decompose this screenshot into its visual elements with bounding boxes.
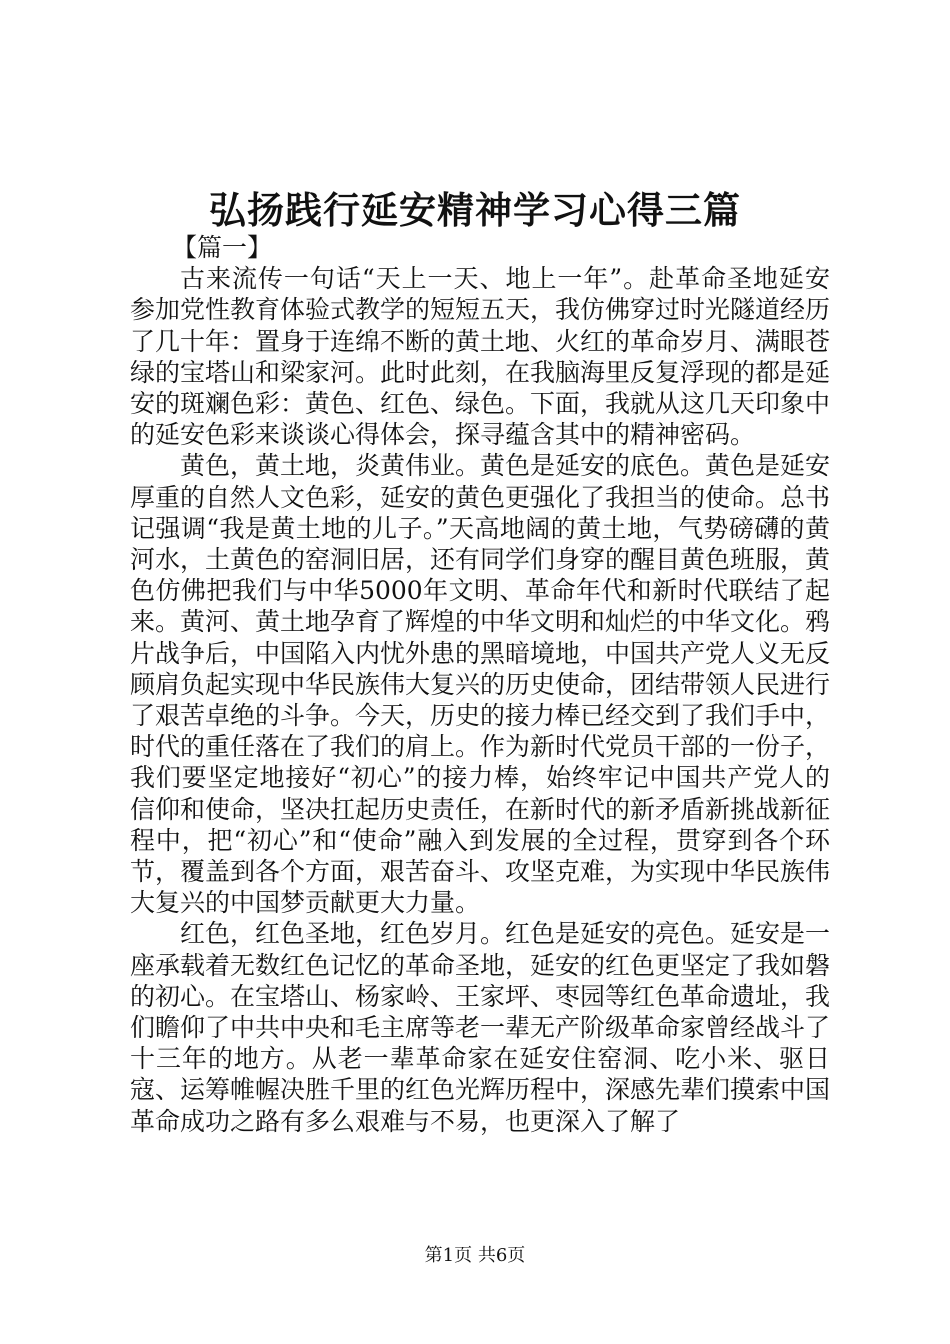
paragraph-3: 红色，红色圣地，红色岁月。红色是延安的亮色。延安是一座承载着无数红色记忆的革命圣地，延安的红色更坚定了我如磐的初心。在宝塔山、杨家岭、王家坪、枣园等红色革命遗址，我们瞻仰了中共中央和毛主席等老一辈无产阶级革命家曾经战斗了十三年的地方。从老一辈革命家在延安住窑洞、吃小米、驱日寇、运筹帷幄决胜千里的红色光辉历程中，深感先辈们摸索中国革命成功之路有多么艰难与不易，也更深入了解了 [130, 919, 831, 1136]
document-body [130, 232, 830, 1137]
paragraph-2: 黄色，黄土地，炎黄伟业。黄色是延安的底色。黄色是延安厚重的自然人文色彩，延安的黄色更强化了我担当的使命。总书记强调“我是黄土地的儿子。”天高地阔的黄土地，气势磅礴的黄河水，土黄色的窑洞旧居，还有同学们身穿的醒目黄色班服，黄色仿佛把我们与中华5000年文明、革命年代和新时代联结了起来。黄河、黄土地孕育了辉煌的中华文明和灿烂的中华文化。鸦片战争后，中国陷入内忧外患的黑暗境地，中国共产党人义无反顾肩负起实现中华民族伟大复兴的历史使命，团结带领人民进行了艰苦卓绝的斗争。今天，历史的接力棒已经交到了我们手中，时代的重任落在了我们的肩上。作为新时代党员干部的一份子，我们要坚定地接好“初心”的接力棒，始终牢记中国共产党人的信仰和使命，坚决扛起历史责任，在新时代的新矛盾新挑战新征程中，把“初心”和“使命”融入到发展的全过程，贯穿到各个环节，覆盖到各个方面，艰苦奋斗、攻坚克难，为实现中华民族伟大复兴的中国梦贡献更大力量。 [130, 451, 831, 918]
paragraph-1: 古来流传一句话“天上一天、地上一年”。赴革命圣地延安参加党性教育体验式教学的短短五天，我仿佛穿过时光隧道经历了几十年：置身于连绵不断的黄土地、火红的革命岁月、满眼苍绿的宝塔山和梁家河。此时此刻，在我脑海里反复浮现的都是延安的斑斓色彩：黄色、红色、绿色。下面，我就从这几天印象中的延安色彩来谈谈心得体会，探寻蕴含其中的精神密码。 [130, 264, 831, 450]
document-title: 弘扬践行延安精神学习心得三篇 [209, 188, 741, 232]
page-number-footer: 第1页 共6页 [424, 1245, 526, 1266]
section-label: 【篇一】 [172, 233, 273, 262]
